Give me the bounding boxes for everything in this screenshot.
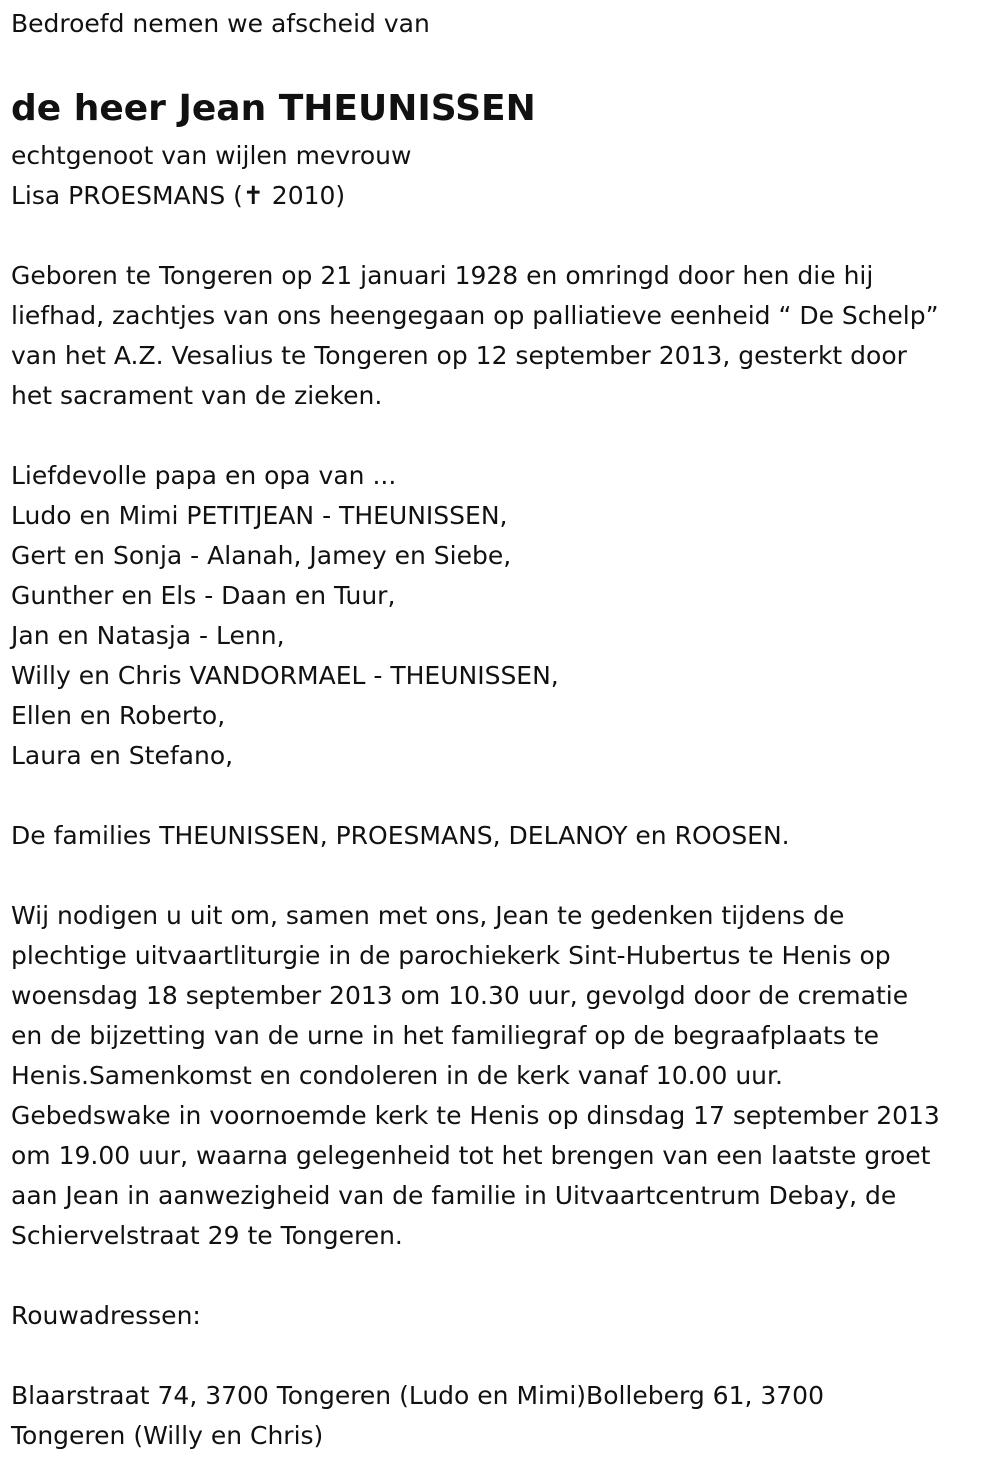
family-member: Ludo en Mimi PETITJEAN - THEUNISSEN,: [11, 501, 508, 530]
paragraph-line: plechtige uitvaartliturgie in de parochiekerk Sint-Hubertus te Henis op: [11, 941, 891, 970]
obituary-notice: [11, 0, 996, 1456]
paragraph-line: om 19.00 uur, waarna gelegenheid tot het brengen van een laatste groet: [11, 1141, 931, 1170]
paragraph-line: woensdag 18 september 2013 om 10.30 uur, gevolgd door de crematie: [11, 981, 909, 1010]
invitation-paragraph: [11, 896, 996, 1256]
family-member: Jan en Natasja - Lenn,: [11, 621, 285, 650]
family-member: Gert en Sonja - Alanah, Jamey en Siebe,: [11, 541, 512, 570]
spouse-line-1: echtgenoot van wijlen mevrouw: [11, 141, 412, 170]
family-list: [11, 456, 996, 776]
address-line: Blaarstraat 74, 3700 Tongeren (Ludo en Mimi)Bolleberg 61, 3700: [11, 1381, 824, 1410]
paragraph-line: Geboren te Tongeren op 21 januari 1928 en omringd door hen die hij: [11, 261, 874, 290]
family-member: Ellen en Roberto,: [11, 701, 226, 730]
address-line: Tongeren (Willy en Chris): [11, 1421, 324, 1450]
paragraph-line: en de bijzetting van de urne in het familiegraf op de begraafplaats te: [11, 1021, 879, 1050]
addresses-list: [11, 1376, 996, 1456]
family-member: Laura en Stefano,: [11, 741, 234, 770]
spacer: [11, 1256, 996, 1296]
spacer: [11, 1336, 996, 1376]
birth-paragraph: [11, 256, 996, 416]
paragraph-line: aan Jean in aanwezigheid van de familie in Uitvaartcentrum Debay, de: [11, 1181, 897, 1210]
paragraph-line: liefhad, zachtjes van ons heengegaan op palliatieve eenheid “ De Schelp”: [11, 301, 939, 330]
paragraph-line: Wij nodigen u uit om, samen met ons, Jean te gedenken tijdens de: [11, 901, 845, 930]
family-member: Willy en Chris VANDORMAEL - THEUNISSEN,: [11, 661, 559, 690]
spacer: [11, 856, 996, 896]
paragraph-line: van het A.Z. Vesalius te Tongeren op 12 september 2013, gesterkt door: [11, 341, 907, 370]
spacer: [11, 44, 996, 82]
paragraph-line: Gebedswake in voornoemde kerk te Henis op dinsdag 17 september 2013: [11, 1101, 940, 1130]
paragraph-line: het sacrament van de zieken.: [11, 381, 383, 410]
spacer: [11, 216, 996, 256]
intro-text: Bedroefd nemen we afscheid van: [11, 9, 430, 38]
family-member: Gunther en Els - Daan en Tuur,: [11, 581, 396, 610]
spacer: [11, 416, 996, 456]
paragraph-line: Henis.Samenkomst en condoleren in de kerk vanaf 10.00 uur.: [11, 1061, 783, 1090]
family-heading: Liefdevolle papa en opa van ...: [11, 461, 397, 490]
families-line: De families THEUNISSEN, PROESMANS, DELANOY en ROOSEN.: [11, 821, 790, 850]
spouse-line-2: Lisa PROESMANS (✝ 2010): [11, 181, 346, 210]
spacer: [11, 776, 996, 816]
paragraph-line: Schiervelstraat 29 te Tongeren.: [11, 1221, 403, 1250]
addresses-heading: Rouwadressen:: [11, 1301, 201, 1330]
deceased-name: de heer Jean THEUNISSEN: [11, 88, 536, 129]
